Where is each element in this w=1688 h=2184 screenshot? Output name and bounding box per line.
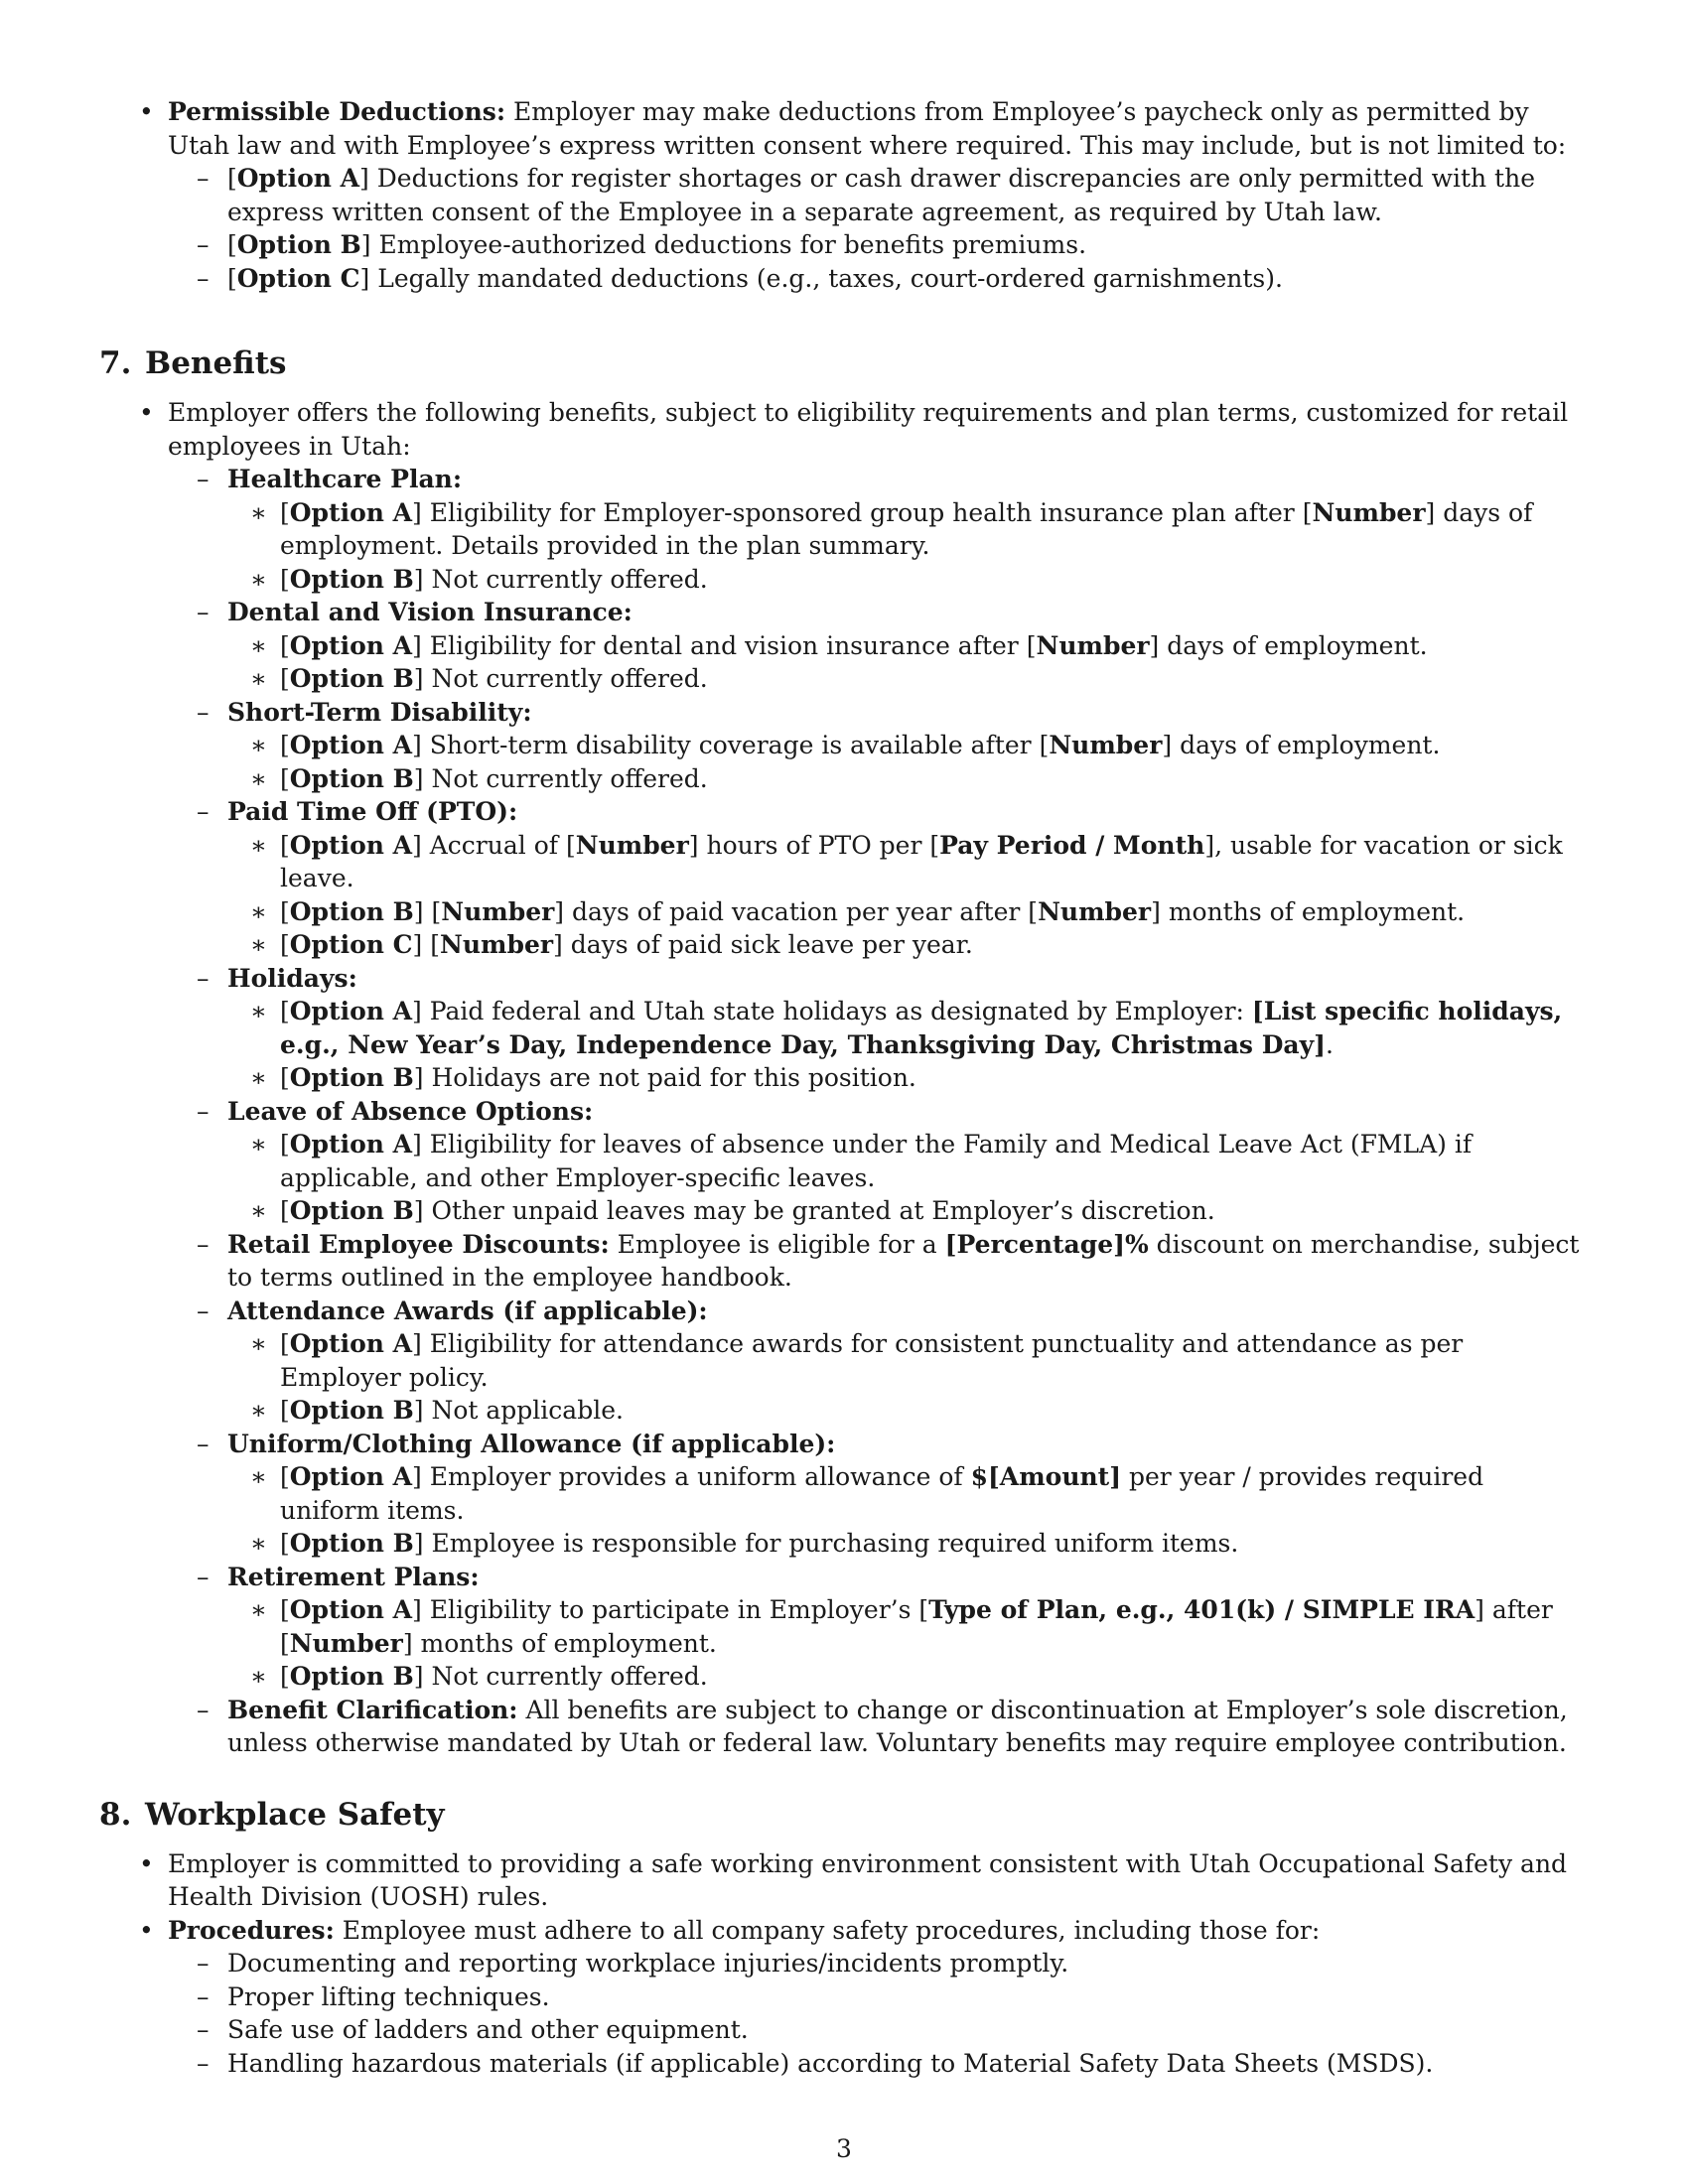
- list-item-option: ∗ [Option B] [Number] days of paid vacation per year after [Number] months of employment.: [99, 895, 1589, 929]
- list-item-option: ∗ [Option B] Not currently offered.: [99, 563, 1589, 597]
- asterisk-icon: ∗: [250, 1329, 267, 1358]
- item-label: Permissible Deductions:: [168, 97, 506, 126]
- list-item-option: – [Option A] Deductions for register shortages or cash drawer discrepancies are only permitted with the express written consent of the Employee in a separate agreement, as required by Utah law.: [197, 164, 1536, 226]
- bullet-icon: •: [139, 398, 154, 427]
- list-item-deductions: [99, 95, 1589, 162]
- dash-icon: –: [197, 697, 210, 727]
- list-item-option: ∗ [Option B] Employee is responsible for purchasing required uniform items.: [99, 1527, 1589, 1561]
- dash-icon: –: [197, 1562, 210, 1591]
- list-item-holidays: – Holidays:: [99, 962, 1589, 996]
- asterisk-icon: ∗: [250, 896, 267, 926]
- list-item: – Documenting and reporting workplace injuries/incidents promptly.: [99, 1947, 1589, 1980]
- list-item-option: ∗ [Option B] Holidays are not paid for this position.: [99, 1061, 1589, 1095]
- list-item-uniform: – Uniform/Clothing Allowance (if applicable):: [99, 1428, 1589, 1461]
- list-item-option: ∗ [Option A] Short-term disability coverage is available after [Number] days of employment.: [99, 729, 1589, 762]
- list-item-option: – [Option B] Employee-authorized deductions for benefits premiums.: [99, 228, 1589, 262]
- list-item: – Proper lifting techniques.: [99, 1980, 1589, 2014]
- list-item-option: ∗ [Option B] Other unpaid leaves may be granted at Employer’s discretion.: [99, 1194, 1589, 1228]
- list-item-option: ∗ [Option A] Accrual of [Number] hours of PTO per [Pay Period / Month], usable for vacation or sick leave.: [250, 830, 1563, 892]
- list-item-option: ∗ [Option B] Not applicable.: [99, 1394, 1589, 1428]
- list-item-attendance: – Attendance Awards (if applicable):: [99, 1295, 1589, 1328]
- dash-icon: –: [197, 164, 210, 193]
- dash-icon: –: [197, 1429, 210, 1458]
- dash-icon: –: [197, 963, 210, 993]
- page-number: 3: [836, 2134, 852, 2163]
- item-text: Employer may make deductions from Employee’s paycheck only as permitted by Utah law and with Employee’s express written consent where required. This may include, but is not limited to:: [168, 97, 1567, 160]
- bullet-icon: •: [139, 97, 154, 126]
- document-page: [99, 95, 1589, 2080]
- dash-icon: –: [197, 230, 210, 259]
- list-item-option: – [Option C] Legally mandated deductions (e.g., taxes, court-ordered garnishments).: [99, 262, 1589, 296]
- section-heading-safety: 8. Workplace Safety: [99, 1796, 445, 1833]
- dash-icon: –: [197, 1296, 210, 1325]
- dash-icon: –: [197, 263, 210, 293]
- list-item-healthcare: – Healthcare Plan:: [99, 463, 1589, 496]
- list-item-discounts: – Retail Employee Discounts: Employee is eligible for a [Percentage]% discount on merchandise, subject to terms outlined in the employee handbook.: [197, 1229, 1580, 1292]
- bullet-icon: •: [139, 1915, 154, 1945]
- asterisk-icon: ∗: [250, 1595, 267, 1624]
- section-heading-benefits: 7. Benefits: [99, 345, 287, 381]
- asterisk-icon: ∗: [250, 1063, 267, 1092]
- dash-icon: –: [197, 797, 210, 826]
- dash-icon: –: [197, 465, 210, 493]
- asterisk-icon: ∗: [250, 830, 267, 860]
- list-item-option: ∗ [Option A] Eligibility for dental and vision insurance after [Number] days of employment.: [99, 629, 1589, 663]
- list-item-option: ∗ [Option A] Eligibility to participate in Employer’s [Type of Plan, e.g., 401(k) / SIMPLE IRA] after [Number] months of employment.: [250, 1595, 1553, 1658]
- list-item-option: ∗ [Option A] Paid federal and Utah state holidays as designated by Employer: [List specific holidays, e.g., New Year’s Day, Independence Day, Thanksgiving Day, Christmas Day].: [250, 997, 1563, 1059]
- asterisk-icon: ∗: [250, 630, 267, 660]
- dash-icon: –: [197, 1695, 210, 1724]
- list-item: • Employer is committed to providing a safe working environment consistent with Utah Occupational Safety and Health Division (UOSH) rules.: [139, 1848, 1568, 1911]
- list-item-option: ∗ [Option A] Eligibility for attendance awards for consistent punctuality and attendance as per Employer policy.: [250, 1329, 1464, 1392]
- asterisk-icon: ∗: [250, 930, 267, 959]
- asterisk-icon: ∗: [250, 664, 267, 693]
- asterisk-icon: ∗: [250, 1462, 267, 1491]
- list-item-option: ∗ [Option A] Employer provides a uniform allowance of $[Amount] per year / provides required uniform items.: [250, 1462, 1484, 1525]
- list-item-option: ∗ [Option A] Eligibility for Employer-sponsored group health insurance plan after [Number] days of employment. Details provided in the plan summary.: [250, 497, 1533, 560]
- asterisk-icon: ∗: [250, 731, 267, 759]
- list-item-option: ∗ [Option C] [Number] days of paid sick leave per year.: [99, 928, 1589, 962]
- list-item-option: ∗ [Option A] Eligibility for leaves of absence under the Family and Medical Leave Act (FMLA) if applicable, and other Employer-specific leaves.: [250, 1130, 1473, 1192]
- dash-icon: –: [197, 598, 210, 626]
- list-item-short-term-disability: – Short-Term Disability:: [99, 696, 1589, 730]
- asterisk-icon: ∗: [250, 1196, 267, 1225]
- asterisk-icon: ∗: [250, 1396, 267, 1425]
- list-item-option: ∗ [Option B] Not currently offered.: [99, 662, 1589, 696]
- dash-icon: –: [197, 1229, 210, 1259]
- asterisk-icon: ∗: [250, 997, 267, 1025]
- list-item: – Safe use of ladders and other equipment.: [99, 2013, 1589, 2047]
- list-item-procedures: • Procedures: Employee must adhere to all company safety procedures, including those for:: [99, 1914, 1589, 1948]
- list-item: • Employer offers the following benefits, subject to eligibility requirements and plan terms, customized for retail employees in Utah:: [139, 398, 1569, 461]
- dash-icon: –: [197, 1949, 210, 1978]
- dash-icon: –: [197, 1981, 210, 2011]
- list-item: – Handling hazardous materials (if applicable) according to Material Safety Data Sheets (MSDS).: [99, 2047, 1589, 2081]
- list-item-clarification: – Benefit Clarification: All benefits are subject to change or discontinuation at Employer’s sole discretion, unless otherwise mandated by Utah or federal law. Voluntary benefits may require employee contribution.: [197, 1695, 1568, 1757]
- list-item-retirement: – Retirement Plans:: [99, 1561, 1589, 1594]
- asterisk-icon: ∗: [250, 564, 267, 594]
- list-item-option: ∗ [Option B] Not currently offered.: [99, 762, 1589, 796]
- list-item-pto: – Paid Time Off (PTO):: [99, 795, 1589, 829]
- bullet-icon: •: [139, 1848, 154, 1878]
- list-item-dental: – Dental and Vision Insurance:: [99, 596, 1589, 629]
- asterisk-icon: ∗: [250, 1662, 267, 1691]
- dash-icon: –: [197, 2048, 210, 2078]
- asterisk-icon: ∗: [250, 1529, 267, 1558]
- dash-icon: –: [197, 1096, 210, 1126]
- asterisk-icon: ∗: [250, 1130, 267, 1159]
- asterisk-icon: ∗: [250, 497, 267, 527]
- list-item-leave: – Leave of Absence Options:: [99, 1095, 1589, 1129]
- asterisk-icon: ∗: [250, 763, 267, 793]
- dash-icon: –: [197, 2015, 210, 2044]
- list-item-option: ∗ [Option B] Not currently offered.: [99, 1660, 1589, 1694]
